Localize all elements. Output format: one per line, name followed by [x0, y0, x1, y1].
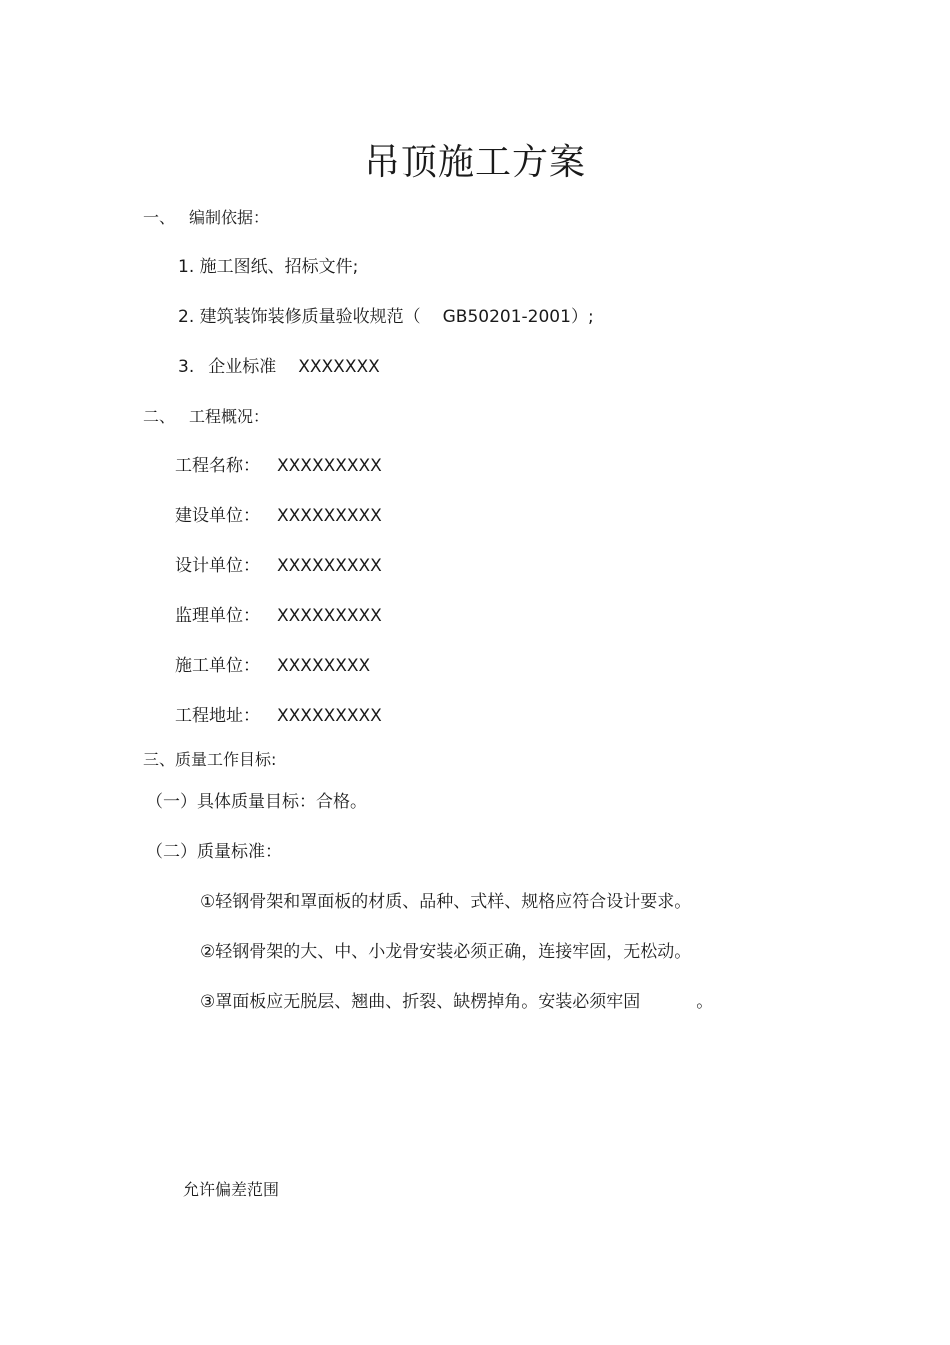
field-label: 监理单位：: [175, 606, 260, 626]
field-label: 设计单位：: [175, 556, 260, 576]
standard-item-3: [200, 990, 713, 1014]
field-construction-unit: [175, 504, 382, 528]
basis-item-3: [178, 355, 380, 379]
basis-item-2-text: 2. 建筑装饰装修质量验收规范（: [178, 307, 421, 327]
basis-item-1: 1. 施工图纸、招标文件;: [178, 257, 359, 277]
field-value: XXXXXXXXX: [277, 606, 382, 626]
standard-item-3-tail: 。: [696, 992, 714, 1012]
field-value: XXXXXXXXX: [277, 556, 382, 576]
section-3-heading: 三、质量工作目标:: [143, 750, 277, 769]
field-value: XXXXXXXXX: [277, 706, 382, 726]
field-design-unit: [175, 554, 382, 578]
field-label: 工程地址：: [175, 706, 260, 726]
section-1-title: 编制依据：: [189, 208, 270, 227]
field-label: 建设单位：: [175, 506, 260, 526]
standard-item-1: ①轻钢骨架和罩面板的材质、品种、式样、规格应符合设计要求。: [200, 892, 692, 912]
quality-standard-heading: （二）质量标准：: [146, 842, 282, 862]
section-1-heading: [143, 206, 269, 230]
quality-target: （一）具体质量目标：合格。: [146, 792, 367, 812]
field-value: XXXXXXXX: [277, 656, 371, 676]
basis-item-2: [178, 305, 594, 329]
field-label: 工程名称：: [175, 456, 260, 476]
basis-item-2-code: GB50201-2001）;: [442, 307, 594, 327]
field-project-name: [175, 454, 382, 478]
field-value: XXXXXXXXX: [277, 506, 382, 526]
basis-item-3-value: XXXXXXX: [298, 357, 380, 377]
field-value: XXXXXXXXX: [277, 456, 382, 476]
document-title: 吊顶施工方案: [363, 142, 586, 183]
basis-item-3-number: 3.: [178, 357, 195, 377]
section-2-title: 工程概况：: [189, 407, 270, 426]
field-builder-unit: [175, 654, 370, 678]
section-2-number: 二、: [143, 407, 176, 426]
standard-item-2: ②轻钢骨架的大、中、小龙骨安装必须正确，连接牢固，无松动。: [200, 942, 692, 962]
field-label: 施工单位：: [175, 656, 260, 676]
section-1-number: 一、: [143, 208, 176, 227]
field-supervision-unit: [175, 604, 382, 628]
standard-item-3-text: ③罩面板应无脱层、翘曲、折裂、缺楞掉角。安装必须牢固: [200, 992, 641, 1012]
basis-item-3-text: 企业标准: [208, 357, 277, 377]
section-2-heading: [143, 405, 269, 429]
field-project-address: [175, 704, 382, 728]
tolerance-heading: 允许偏差范围: [183, 1180, 280, 1199]
